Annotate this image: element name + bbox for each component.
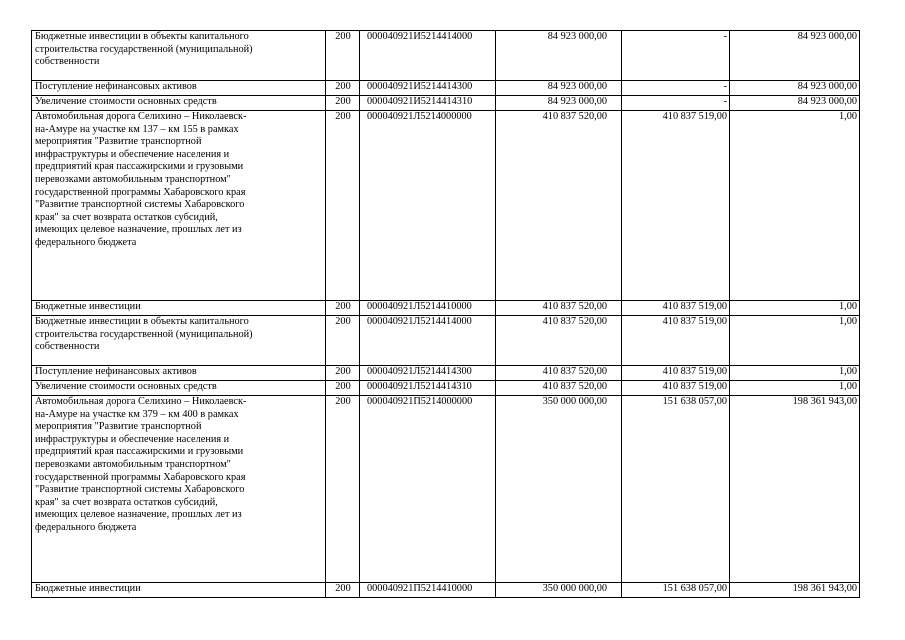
table-row [32,96,860,111]
row-approved-cell: 410 837 520,00 [496,301,622,316]
row-code-cell: 200 [326,316,360,366]
row-unexecuted-cell: 1,00 [730,316,860,366]
row-kbk-cell: 000040921П5214000000 [360,396,496,583]
row-kbk-cell: 000040921Л5214410000 [360,301,496,316]
row-executed-cell: 410 837 519,00 [622,301,730,316]
table-row [32,31,860,81]
row-name-cell: Увеличение стоимости основных средств [32,381,326,396]
row-approved-cell: 84 923 000,00 [496,96,622,111]
row-unexecuted-cell: 84 923 000,00 [730,81,860,96]
row-name-cell: Поступление нефинансовых активов [32,81,326,96]
row-code-cell: 200 [326,81,360,96]
row-unexecuted-cell: 84 923 000,00 [730,96,860,111]
row-code-cell: 200 [326,381,360,396]
row-executed-cell: 410 837 519,00 [622,316,730,366]
row-approved-cell: 410 837 520,00 [496,366,622,381]
row-approved-cell: 84 923 000,00 [496,31,622,81]
table-row [32,381,860,396]
row-unexecuted-cell: 198 361 943,00 [730,396,860,583]
row-code-cell: 200 [326,96,360,111]
row-executed-cell: 410 837 519,00 [622,381,730,396]
table-row [32,111,860,301]
row-name-cell: Автомобильная дорога Селихино – Николаевск- на-Амуре на участке км 137 – км 155 в рамках мероприятия "Развитие транспортной инфраструктуры и обеспечение населения и предприятий края пассажирскими и грузовыми перевозками автомобильным транспортном" государственной программы Хабаровского края "Развитие транспортной системы Хабаровского края" за счет возврата остатков субсидий, имеющих целевое назначение, прошлых лет из федерального бюджета [32,111,326,301]
row-executed-cell: - [622,81,730,96]
budget-execution-sheet [31,30,860,598]
row-approved-cell: 350 000 000,00 [496,583,622,598]
row-name-cell: Автомобильная дорога Селихино – Николаевск- на-Амуре на участке км 379 – км 400 в рамках мероприятия "Развитие транспортной инфраструктуры и обеспечение населения и предприятий края пассажирскими и грузовыми перевозками автомобильным транспортном" государственной программы Хабаровского края "Развитие транспортной системы Хабаровского края" за счет возврата остатков субсидий, имеющих целевое назначение, прошлых лет из федерального бюджета [32,396,326,583]
row-name-cell: Бюджетные инвестиции в объекты капитального строительства государственной (муниципальной) собственности [32,316,326,366]
table-row [32,396,860,583]
row-unexecuted-cell: 1,00 [730,366,860,381]
row-executed-cell: - [622,96,730,111]
row-kbk-cell: 000040921Л5214414310 [360,381,496,396]
row-approved-cell: 410 837 520,00 [496,111,622,301]
row-kbk-cell: 000040921Л5214000000 [360,111,496,301]
row-kbk-cell: 000040921П5214410000 [360,583,496,598]
row-code-cell: 200 [326,396,360,583]
row-unexecuted-cell: 1,00 [730,301,860,316]
row-kbk-cell: 000040921И5214414300 [360,81,496,96]
row-kbk-cell: 000040921И5214414310 [360,96,496,111]
row-unexecuted-cell: 198 361 943,00 [730,583,860,598]
table-row [32,301,860,316]
table-row [32,366,860,381]
row-executed-cell: 151 638 057,00 [622,396,730,583]
row-name-cell: Увеличение стоимости основных средств [32,96,326,111]
budget-table [31,30,860,598]
row-name-cell: Бюджетные инвестиции [32,301,326,316]
row-kbk-cell: 000040921Л5214414300 [360,366,496,381]
row-name-cell: Поступление нефинансовых активов [32,366,326,381]
row-approved-cell: 410 837 520,00 [496,316,622,366]
row-code-cell: 200 [326,366,360,381]
row-approved-cell: 84 923 000,00 [496,81,622,96]
row-kbk-cell: 000040921И5214414000 [360,31,496,81]
budget-table-body [32,31,860,598]
row-unexecuted-cell: 1,00 [730,381,860,396]
row-unexecuted-cell: 84 923 000,00 [730,31,860,81]
table-row [32,583,860,598]
row-code-cell: 200 [326,111,360,301]
row-kbk-cell: 000040921Л5214414000 [360,316,496,366]
row-executed-cell: 410 837 519,00 [622,366,730,381]
row-unexecuted-cell: 1,00 [730,111,860,301]
row-name-cell: Бюджетные инвестиции в объекты капитального строительства государственной (муниципальной) собственности [32,31,326,81]
row-executed-cell: - [622,31,730,81]
row-approved-cell: 410 837 520,00 [496,381,622,396]
row-code-cell: 200 [326,583,360,598]
table-row [32,81,860,96]
row-code-cell: 200 [326,31,360,81]
row-approved-cell: 350 000 000,00 [496,396,622,583]
row-code-cell: 200 [326,301,360,316]
row-name-cell: Бюджетные инвестиции [32,583,326,598]
row-executed-cell: 151 638 057,00 [622,583,730,598]
table-row [32,316,860,366]
row-executed-cell: 410 837 519,00 [622,111,730,301]
